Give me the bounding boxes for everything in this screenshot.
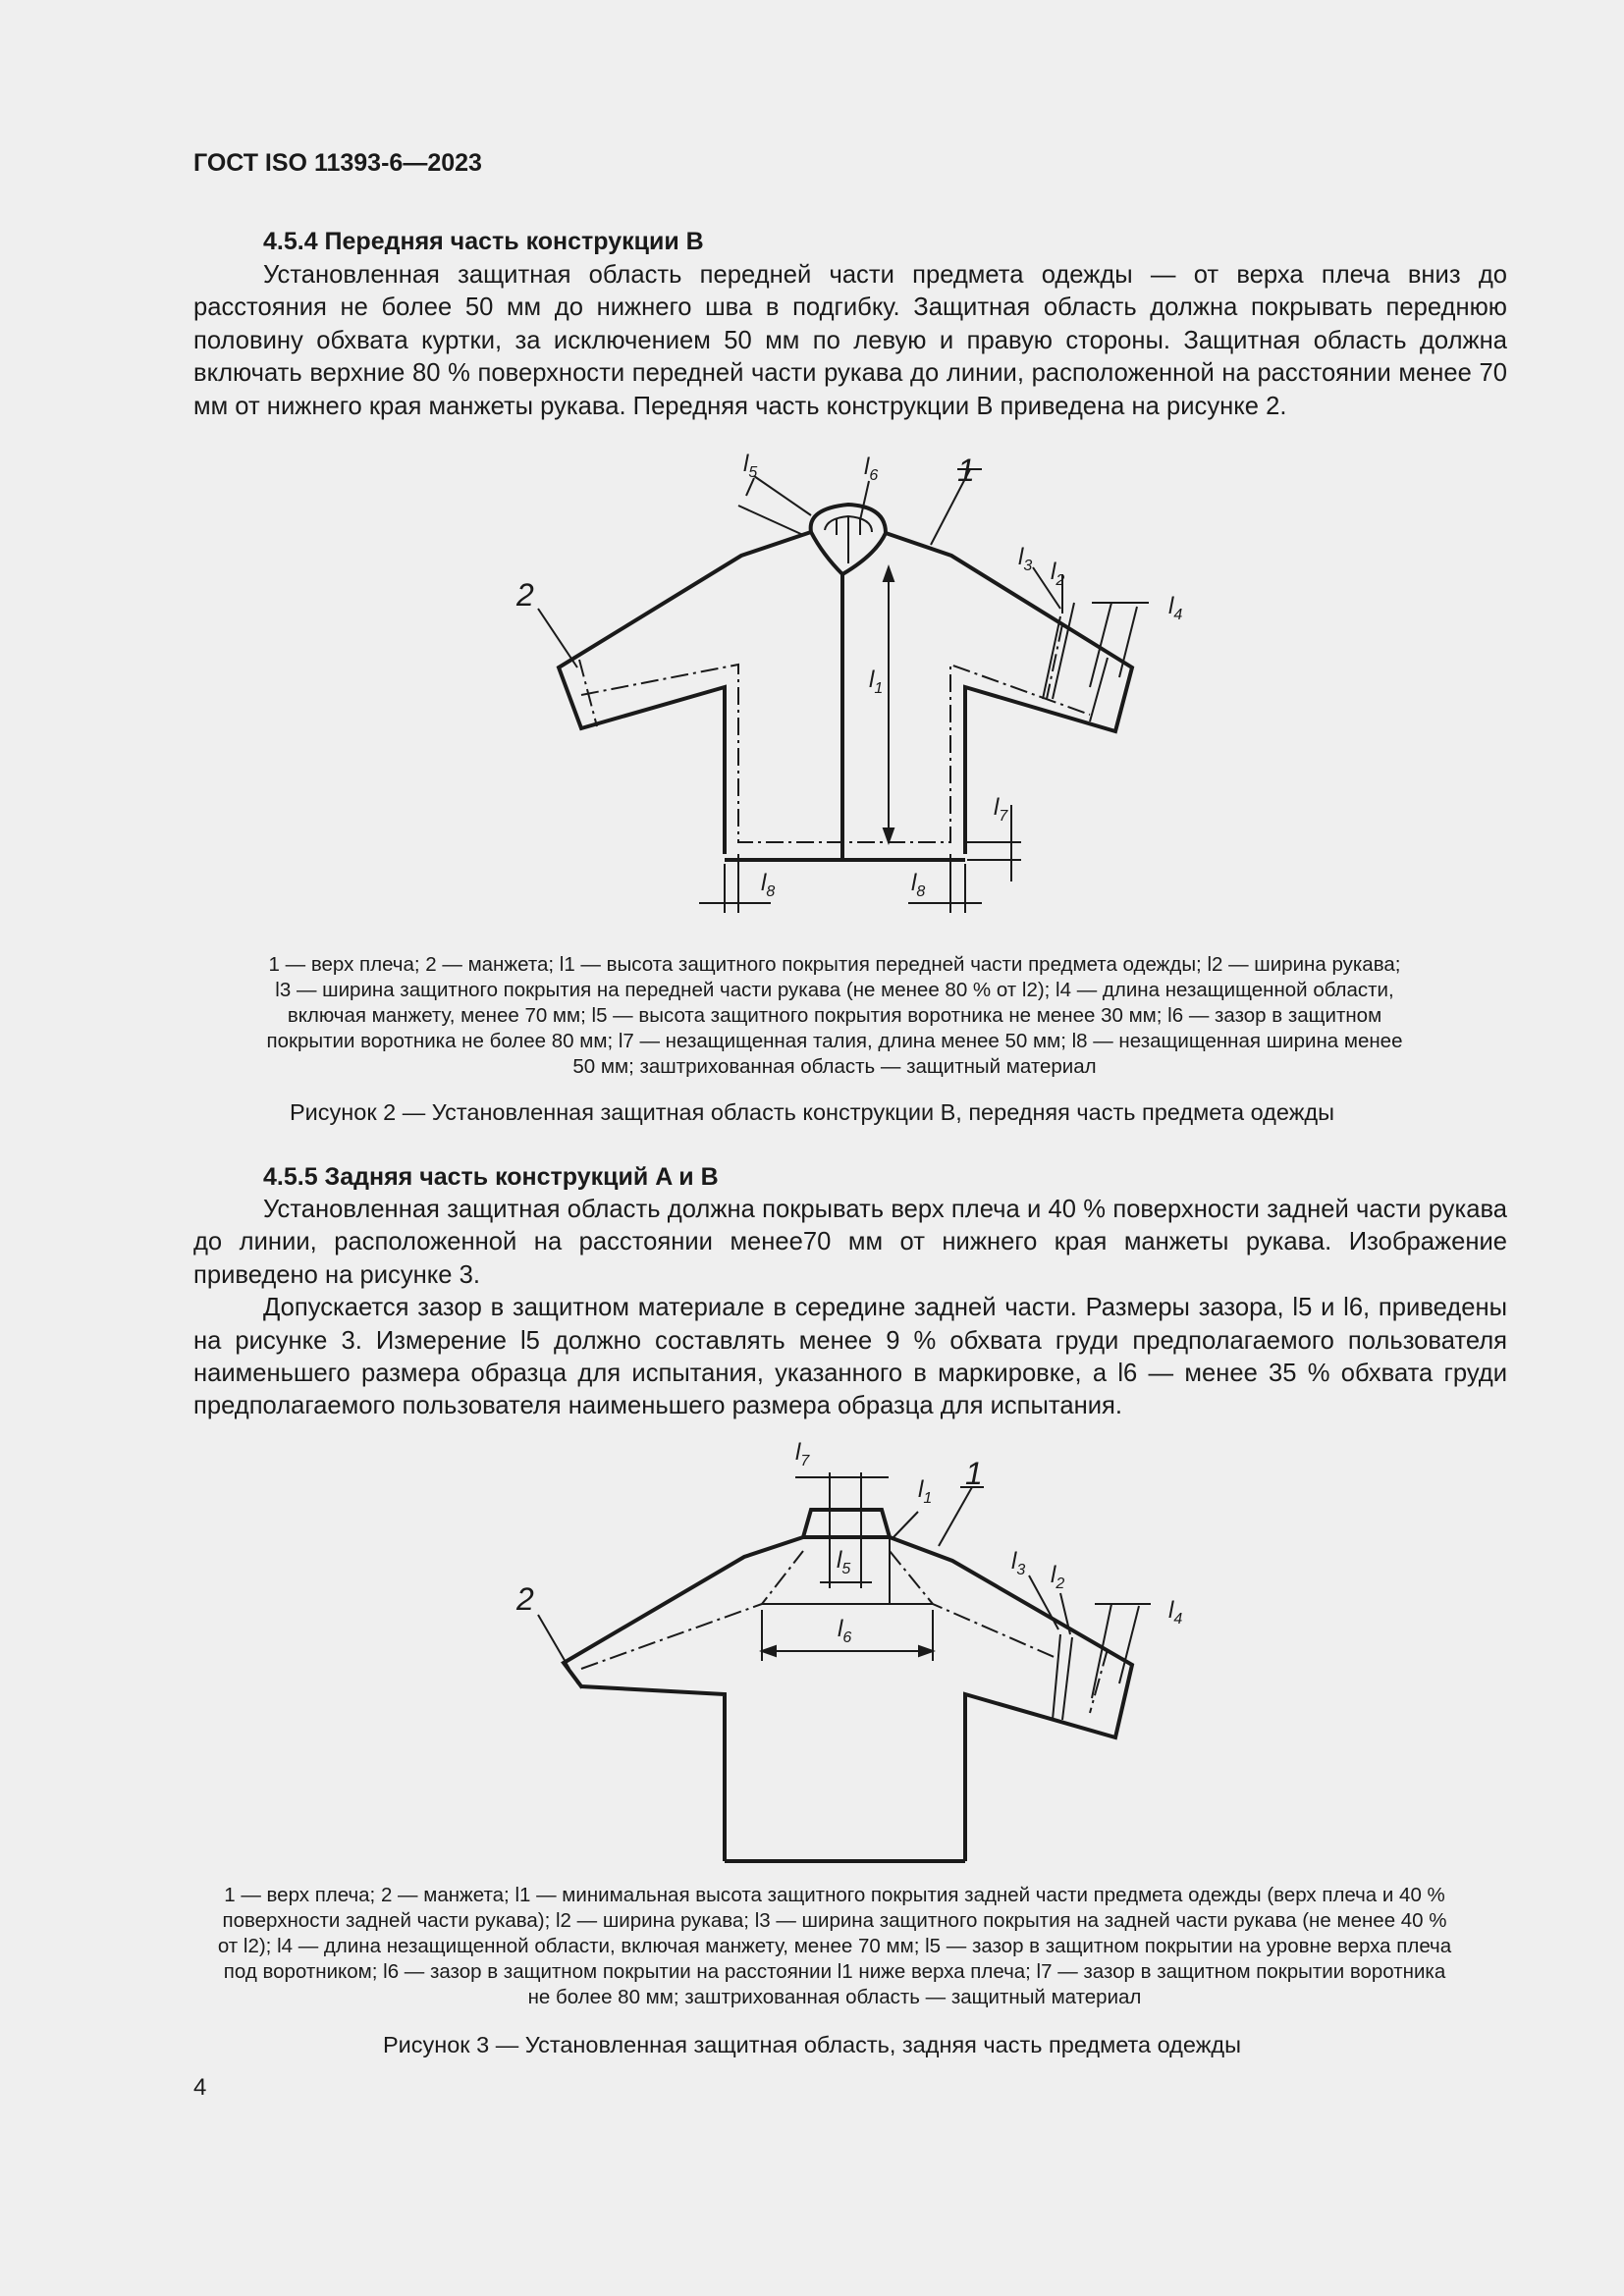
page-number: 4	[193, 2074, 207, 2101]
paragraph: Допускается зазор в защитном материале в середине задней части. Размеры зазора, l5 и l6, приведены на рисунке 3. Измерение l5 должно составлять менее 9 % обхвата груди предполагаемого пользователя наименьшего размера образца для испытания, указанного в маркировке, а l6 — менее 35 % обхвата груди предполагаемого пользователя наименьшего размера образца для испытания.	[193, 1294, 1507, 1420]
fig2-label-l5: $l_5$	[743, 451, 758, 481]
fig3-label-l1: $l_1$	[918, 1476, 933, 1507]
document-header: ГОСТ ISO 11393-6—2023	[193, 149, 482, 177]
fig2-label-l1: $l_1$	[869, 667, 884, 697]
figure-3-caption: Рисунок 3 — Установленная защитная область, задняя часть предмета одежды	[382, 2032, 1242, 2057]
legend-line: l3 — ширина защитного покрытия на передней части рукава (не менее 80 % от l2); l4 — длина незащищенной области,	[275, 979, 1394, 1001]
jacket-back-left-outline	[564, 1537, 803, 1861]
legend-line: от l2); l4 — длина незащищенной области, включая манжету, менее 70 мм; l5 — зазор в защитном покрытии на уровне верха плеча	[217, 1935, 1452, 1957]
fig2-label-2: 2	[516, 577, 534, 613]
paragraph: Установленная защитная область передней части предмета одежды — от верха плеча вниз до расстояния не более 50 мм до нижнего шва в подгибку. Защитная область должна покрывать переднюю половину обхвата куртки, за исключением 50 мм по левую и правую стороны. Защитная область должна включать верхние 80 % поверхности передней части рукава до линии, расположенной на расстоянии менее 70 мм от нижнего края манжеты рукава. Передняя часть конструкции B приведена на рисунке 2.	[193, 261, 1507, 420]
fig3-label-l2: $l_2$	[1051, 1562, 1065, 1592]
legend-line: не более 80 мм; заштрихованная область — защитный материал	[527, 1986, 1142, 2008]
section-heading-4-5-4: 4.5.4 Передняя часть конструкции B	[263, 228, 704, 255]
fig2-label-l2: $l_2$	[1051, 559, 1065, 589]
fig2-label-l7: $l_7$	[994, 794, 1008, 825]
legend-line: покрытии воротника не более 80 мм; l7 — незащищенная талия, длина менее 50 мм; l8 — незащищенная ширина менее	[266, 1030, 1403, 1052]
section-heading-4-5-5: 4.5.5 Задняя часть конструкций A и B	[263, 1163, 719, 1191]
fig3-label-l5: $l_5$	[837, 1547, 851, 1577]
fig3-label-l3: $l_3$	[1011, 1548, 1026, 1578]
fig2-label-l8-right: $l_8$	[911, 870, 926, 900]
fig3-label-l4: $l_4$	[1168, 1597, 1183, 1628]
fig2-label-l3: $l_3$	[1018, 544, 1033, 574]
legend-line: поверхности задней части рукава); l2 — ширина рукава; l3 — ширина защитного покрытия на задней части рукава (не менее 40 %	[222, 1909, 1447, 1932]
fig2-label-l8-left: $l_8$	[761, 870, 776, 900]
legend-line: 1 — верх плеча; 2 — манжета; l1 — минимальная высота защитного покрытия задней части предмета одежды (верх плеча и 40 %	[224, 1884, 1445, 1906]
legend-line: включая манжету, менее 70 мм; l5 — высота защитного покрытия воротника не менее 30 мм; l6 — зазор в защитном	[287, 1004, 1382, 1027]
legend-line: под воротником; l6 — зазор в защитном покрытии на расстоянии l1 ниже верха плеча; l7 — зазор в защитном покрытии воротника	[223, 1960, 1446, 1983]
fig3-label-l7: $l_7$	[795, 1439, 810, 1469]
legend-line: 1 — верх плеча; 2 — манжета; l1 — высота защитного покрытия передней части предмета одежды; l2 — ширина рукава;	[268, 953, 1401, 976]
fig3-label-2: 2	[516, 1581, 534, 1617]
paragraph: Установленная защитная область должна покрывать верх плеча и 40 % поверхности задней части рукава до линии, расположенной на расстоянии менее70 мм от нижнего края манжеты рукава. Изображение приведено на рисунке 3.	[193, 1196, 1507, 1289]
jacket-back-right-outline	[890, 1537, 1132, 1861]
fig2-label-l6: $l_6$	[864, 454, 879, 484]
figure-2-caption: Рисунок 2 — Установленная защитная область конструкции B, передняя часть предмета одежды	[289, 1099, 1335, 1125]
fig2-label-1: 1	[957, 453, 975, 488]
fig2-label-l4: $l_4$	[1168, 593, 1183, 623]
figure-3-legend	[157, 1883, 1512, 2010]
fig3-label-1: 1	[965, 1456, 983, 1491]
fig3-label-l6: $l_6$	[838, 1616, 852, 1646]
legend-line: 50 мм; заштрихованная область — защитный материал	[572, 1055, 1097, 1078]
